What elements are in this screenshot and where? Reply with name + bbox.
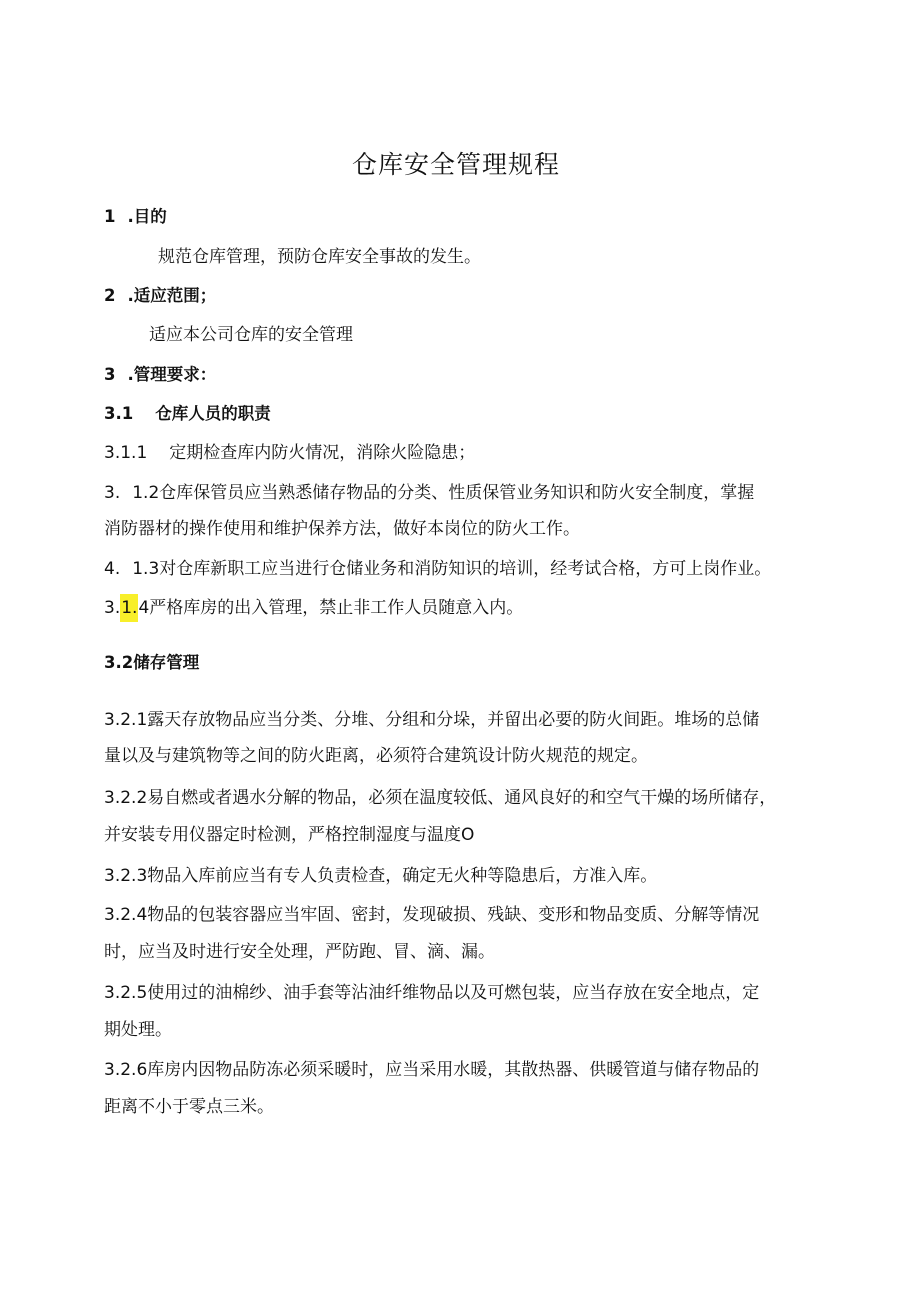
item-3-2-4-line-1: 3.2.4物品的包装容器应当牢固、密封，发现破损、残缺、变形和物品变质、分解等情况 [104, 905, 760, 925]
item-3-2-5-line-1: 3.2.5使用过的油棉纱、油手套等沾油纤维物品以及可燃包装，应当存放在安全地点，定 [104, 983, 760, 1003]
section-3-heading [104, 363, 216, 387]
section-1-heading [104, 205, 167, 229]
item-3-2-5-line-2: 期处理。 [104, 1020, 172, 1040]
section-number: 1 [104, 207, 116, 226]
item-number: 3.1.1 [104, 443, 148, 463]
subsection-3-1-heading [104, 402, 271, 426]
item-3-1-2-line-2: 消防器材的操作使用和维护保养方法，做好本岗位的防火工作。 [104, 519, 580, 539]
section-number: 2 [104, 286, 116, 305]
section-2-body: 适应本公司仓库的安全管理 [149, 325, 353, 345]
section-number: 3.1 [104, 404, 134, 423]
item-text: 1.2仓库保管员应当熟悉储存物品的分类、性质保管业务知识和防火安全制度，掌握 [132, 483, 755, 503]
section-2-heading [104, 284, 216, 308]
item-text: 4严格库房的出入管理，禁止非工作人员随意入内。 [138, 598, 524, 618]
item-3-2-2-line-2: 并安装专用仪器定时检测，严格控制湿度与温度O [104, 825, 475, 845]
document-title: 仓库安全管理规程 [351, 150, 560, 179]
highlighted-text: 1. [120, 594, 138, 622]
item-3-1-3 [104, 557, 771, 581]
item-number-prefix: 3. [104, 598, 121, 618]
item-3-2-4-line-2: 时，应当及时进行安全处理，严防跑、冒、滴、漏。 [104, 942, 495, 962]
item-3-2-6-line-1: 3.2.6库房内因物品防冻必须采暖时，应当采用水暖，其散热器、供暖管道与储存物品的 [104, 1060, 760, 1080]
section-number: 3 [104, 365, 116, 384]
item-3-1-4 [104, 596, 523, 620]
item-3-2-1-line-2: 量以及与建筑物等之间的防火距离，必须符合建筑设计防火规范的规定。 [104, 746, 648, 766]
item-3-1-1 [104, 441, 475, 465]
item-3-2-2-line-1: 3.2.2易自燃或者遇水分解的物品，必须在温度较低、通风良好的和空气干燥的场所储存， [104, 788, 777, 808]
item-3-2-3: 3.2.3物品入库前应当有专人负责检查，确定无火种等隐患后，方准入库。 [104, 866, 658, 886]
section-title: .目的 [127, 207, 167, 226]
item-3-1-2-line-1 [104, 481, 754, 505]
section-title: .管理要求： [127, 365, 217, 384]
subsection-3-2-heading: 3.2储存管理 [104, 653, 200, 672]
section-title: .适应范围； [127, 286, 217, 305]
item-3-2-1-line-1: 3.2.1露天存放物品应当分类、分堆、分组和分垛，并留出必要的防火间距。堆场的总储 [104, 710, 760, 730]
section-title: 仓库人员的职责 [155, 404, 271, 423]
section-1-body: 规范仓库管理，预防仓库安全事故的发生。 [158, 247, 481, 267]
item-3-2-6-line-2: 距离不小于零点三米。 [104, 1097, 274, 1117]
item-text: 定期检查库内防火情况，消除火险隐患； [169, 443, 476, 463]
item-number: 3. [104, 483, 121, 503]
item-number: 4. [104, 559, 121, 579]
item-text: 1.3对仓库新职工应当进行仓储业务和消防知识的培训，经考试合格，方可上岗作业。 [132, 559, 772, 579]
